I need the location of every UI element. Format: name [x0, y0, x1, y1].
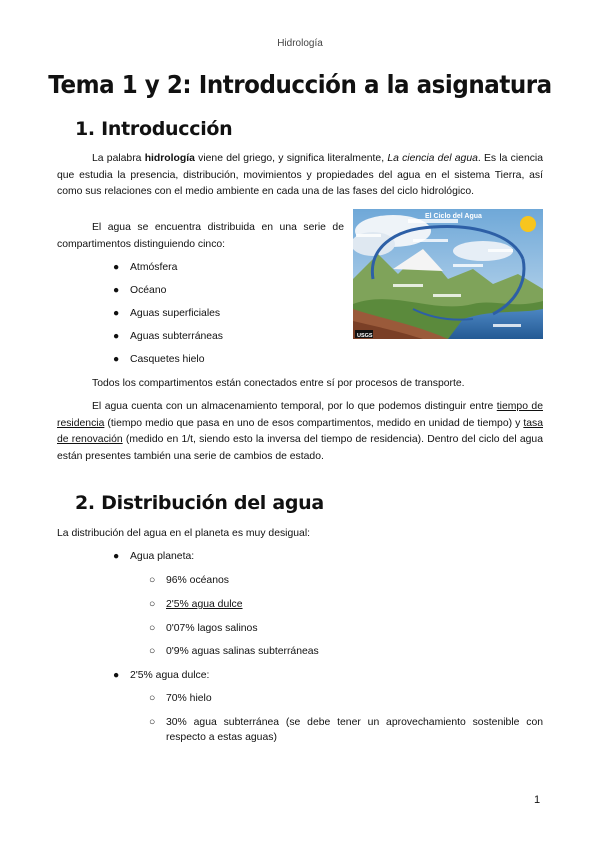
figure-title: El Ciclo del Agua [425, 213, 482, 220]
list-item: ○ 0'07% lagos salinos [149, 623, 258, 634]
list-item: ○ 70% hielo [149, 693, 212, 704]
page-title: Tema 1 y 2: Introducción a la asignatura [48, 70, 552, 99]
list-item: ○ 96% océanos [149, 575, 229, 586]
paragraph-almacenamiento: El agua cuenta con un almacenamiento temporal, por lo que podemos distinguir entre tiempo de residencia (tiempo medio que pasa en uno de esos compartimentos, medido en unidad de tiempo) y tasa de renovación (medido en 1/t, siendo esto la inversa del tiempo de residencia). Dentro del ciclo del agua están presentes también una serie de cambios de estado. [57, 401, 543, 462]
list-item: ● Casquetes hielo [113, 354, 205, 365]
usgs-logo: USGS [357, 333, 373, 339]
section-heading-introduccion: 1. Introducción [75, 118, 233, 140]
list-item: ● Océano [113, 285, 167, 296]
list-item: ● Agua planeta: [113, 551, 195, 562]
paragraph-distribucion-intro: La distribución del agua en el planeta es muy desigual: [57, 528, 311, 539]
list-item: ○ 2'5% agua dulce [149, 599, 243, 610]
water-cycle-figure [353, 209, 543, 339]
list-item: ○ 0'9% aguas salinas subterráneas [149, 646, 319, 657]
list-item: ● Aguas subterráneas [113, 331, 223, 342]
sun-icon [520, 216, 536, 232]
list-item: ○ 30% agua subterránea (se debe tener un aprovechamiento sostenible con respecto a estas aguas) [149, 717, 543, 743]
list-item: ● Atmósfera [113, 262, 178, 273]
list-item: ● Aguas superficiales [113, 308, 221, 319]
paragraph-hidrologia: La palabra hidrología viene del griego, y significa literalmente, La ciencia del agua. Es la ciencia que estudia la presencia, distribución, movimientos y propiedades del agua en el sistema Tierra, así como sus relaciones con el medio ambiente en cada una de las fases del ciclo hidrológico. [57, 153, 544, 197]
list-item: ● 2'5% agua dulce: [113, 670, 210, 681]
page-header: Hidrología [277, 38, 323, 49]
page-number: 1 [534, 794, 541, 806]
water-cycle-illustration [353, 209, 543, 339]
paragraph-transporte: Todos los compartimentos están conectados entre sí por procesos de transporte. [92, 378, 465, 389]
paragraph-compartimentos: El agua se encuentra distribuida en una serie de compartimentos distinguiendo cinco: [57, 222, 344, 250]
section-heading-distribucion: 2. Distribución del agua [75, 492, 324, 514]
